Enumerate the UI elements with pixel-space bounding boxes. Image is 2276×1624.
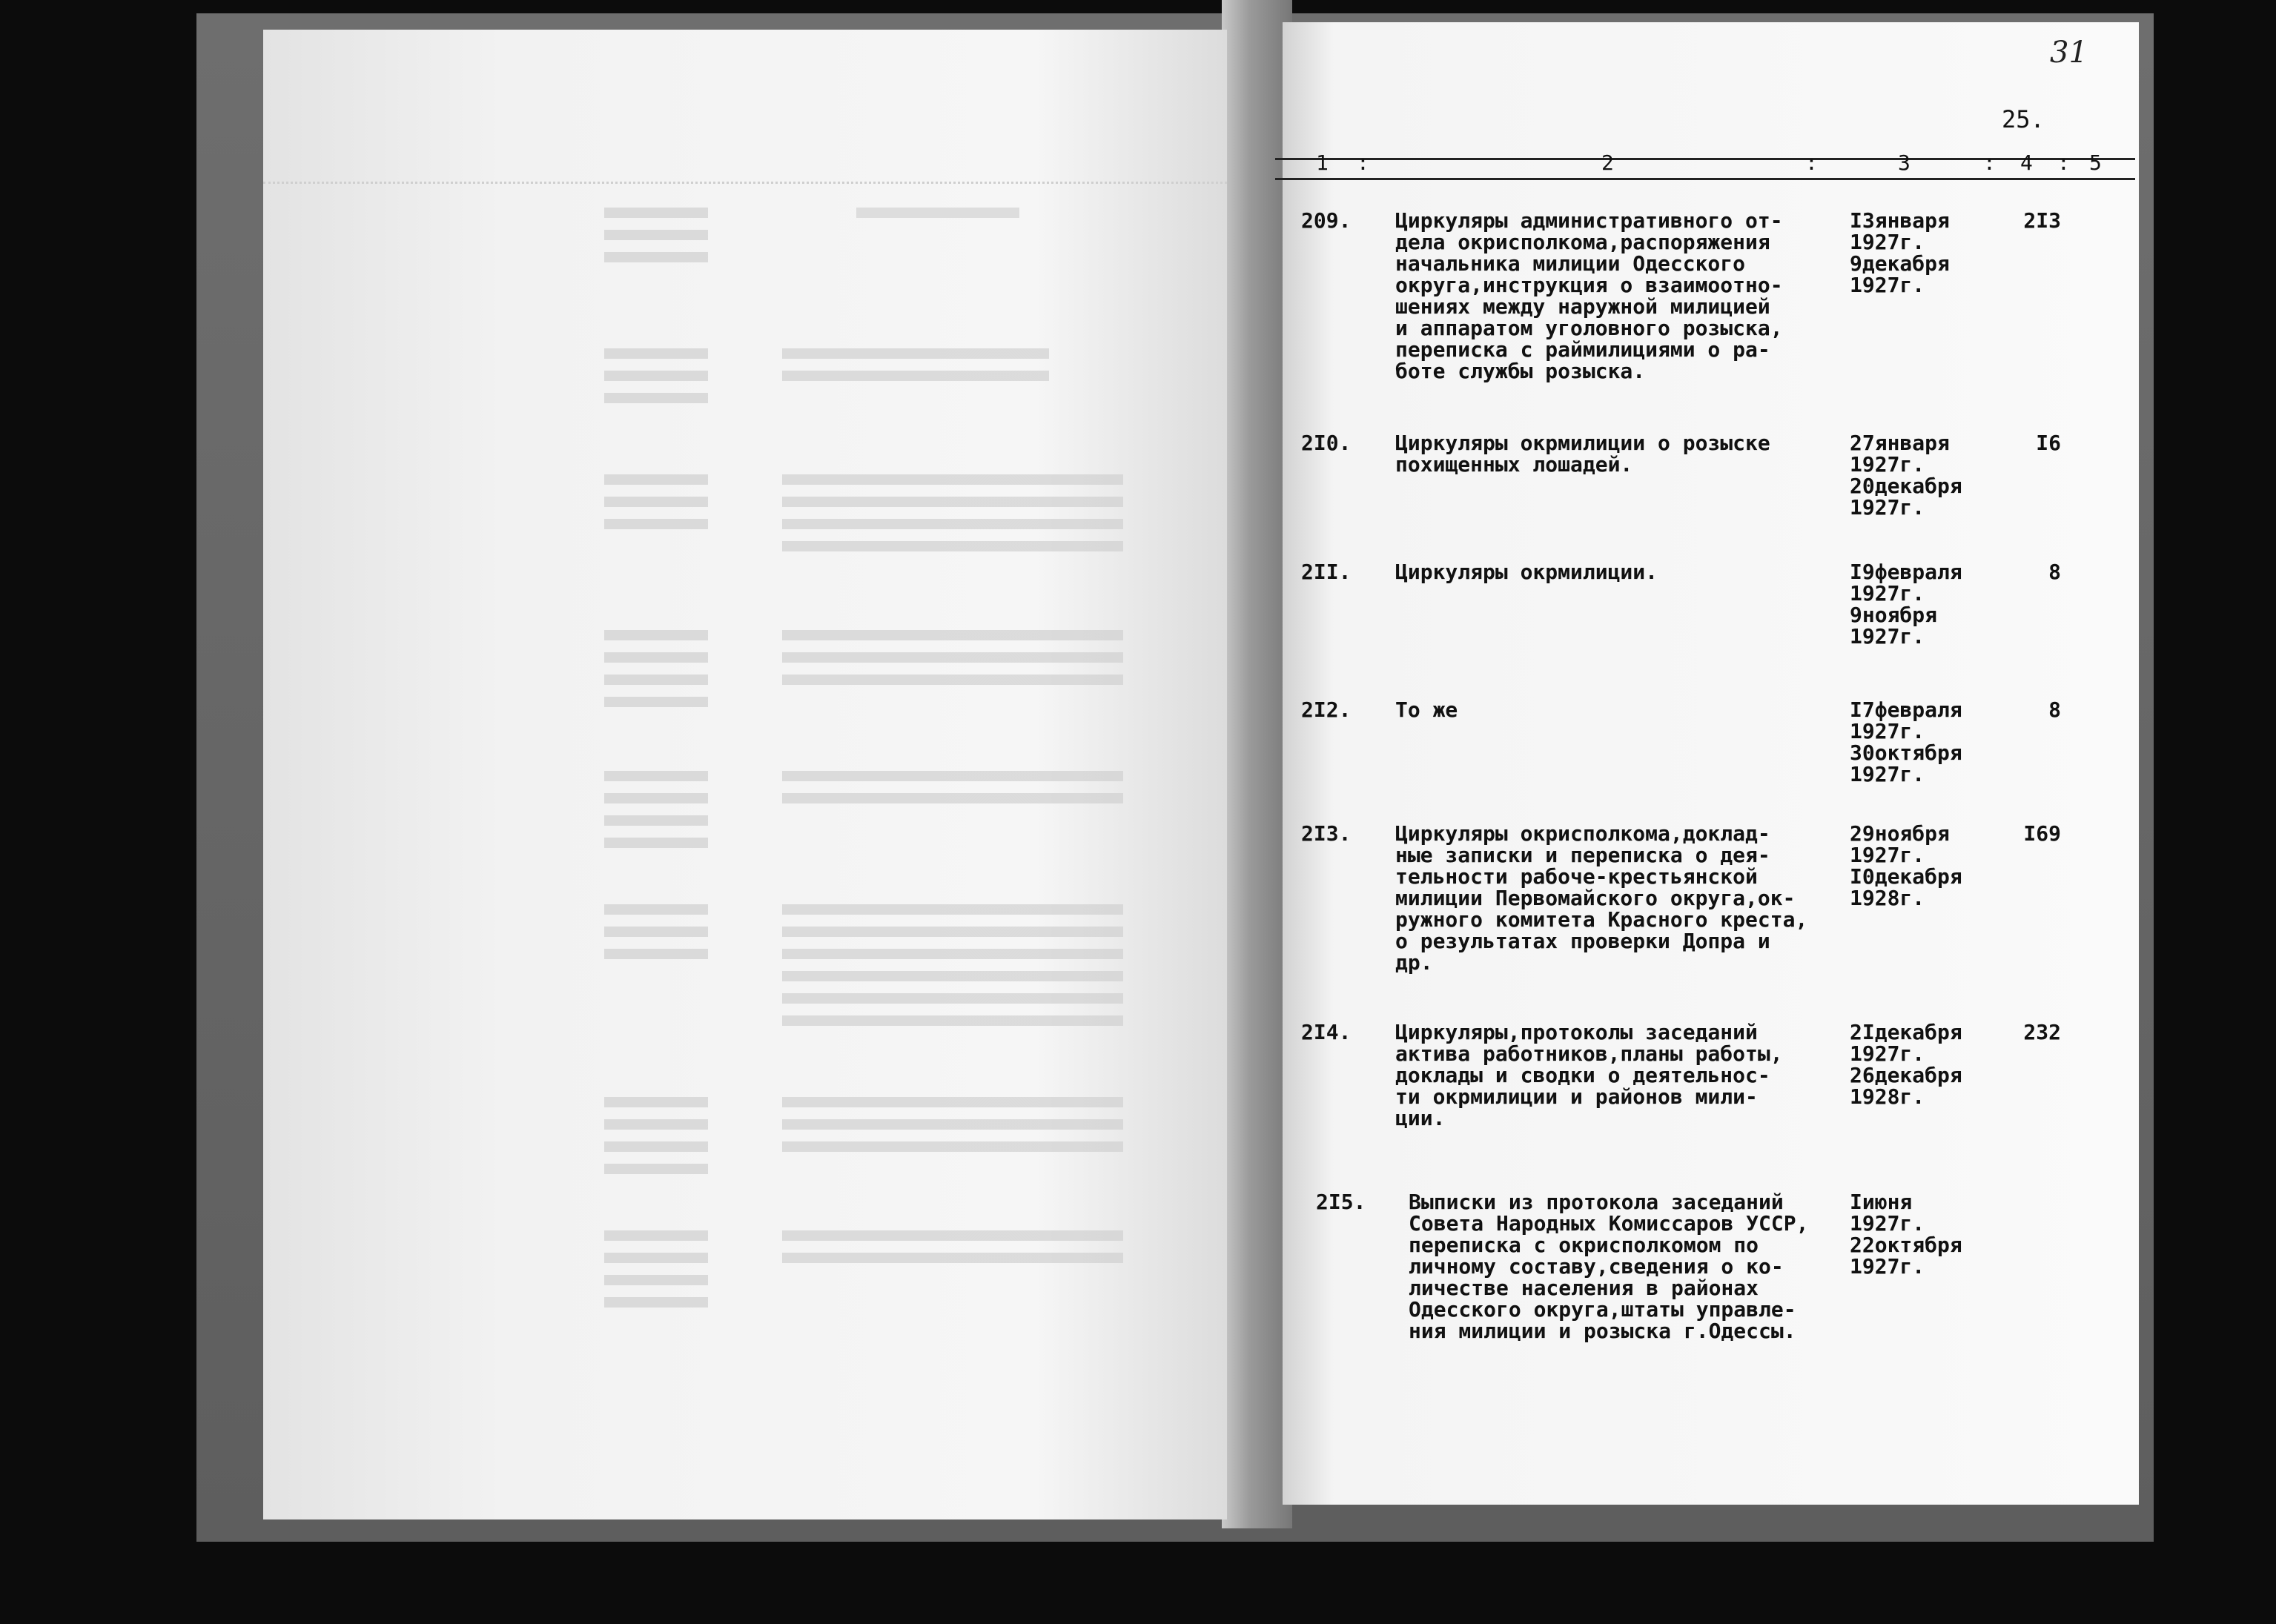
column-header-4: 4: [2020, 150, 2033, 175]
column-separator: :: [1983, 150, 1996, 175]
entry-number: 2I4.: [1301, 1020, 1352, 1044]
entry-number: 2I2.: [1301, 697, 1352, 722]
bleed-through-text: [263, 474, 1227, 623]
entry-sheets: I69: [2023, 821, 2061, 846]
column-header-5: 5: [2089, 150, 2102, 175]
entry-dates: 29ноября 1927г. I0декабря 1928г.: [1850, 821, 1962, 910]
entry-title: Циркуляры окрмилиции.: [1395, 560, 1658, 584]
bleed-through-rule: [263, 182, 1227, 185]
column-separator: :: [1357, 150, 1369, 175]
entry-title: Циркуляры окрисполкома,доклад- ные записки и переписка о дея- тельности рабоче-крестьянской милиции Первомайского округа,ок- ружного комитета Красного креста, о результатах проверки Допра и др.: [1395, 821, 1808, 975]
bleed-through-text: [263, 208, 1227, 356]
bleed-through-text: [263, 1097, 1227, 1245]
archive-sheet-number: 31: [2050, 36, 2088, 70]
entry-sheets: 8: [2048, 560, 2061, 584]
entry-dates: Iиюня 1927г. 22октября 1927г.: [1850, 1190, 1962, 1279]
entry-dates: I9февраля 1927г. 9ноября 1927г.: [1850, 560, 1962, 649]
entry-dates: 27января 1927г. 20декабря 1927г.: [1850, 431, 1962, 520]
page-number: 25.: [2002, 105, 2045, 133]
bleed-through-text: [263, 904, 1227, 1053]
entry-number: 2I3.: [1301, 821, 1352, 846]
bleed-through-text: [263, 630, 1227, 778]
column-header-2: 2: [1601, 150, 1614, 175]
entry-number: 209.: [1301, 208, 1352, 233]
header-rule-bottom: [1275, 178, 2135, 180]
column-separator: :: [1805, 150, 1818, 175]
entry-title: Циркуляры окрмилиции о розыске похищенных лошадей.: [1395, 431, 1770, 477]
entry-title: Циркуляры административного от- дела окрисполкома,распоряжения начальника милиции Одесского округа,инструкция о взаимоотно- шениях между наружной милицией и аппаратом уголовного розыска, переписка с раймилициями о ра- боте службы розыска.: [1395, 208, 1783, 383]
bleed-through-text: [263, 1230, 1227, 1379]
header-rule-top: [1275, 158, 2135, 160]
bleed-through-text: [263, 771, 1227, 919]
entry-title: То же: [1395, 697, 1458, 722]
entry-sheets: 8: [2048, 697, 2061, 722]
column-separator: :: [2057, 150, 2070, 175]
entry-number: 2II.: [1301, 560, 1352, 584]
column-header-1: 1: [1316, 150, 1329, 175]
book-spine: [1222, 0, 1292, 1528]
column-header-3: 3: [1898, 150, 1911, 175]
entry-dates: I3января 1927г. 9декабря 1927г.: [1850, 208, 1950, 297]
entry-sheets: 2I3: [2023, 208, 2061, 233]
entry-sheets: I6: [2036, 431, 2061, 455]
entry-title: Выписки из протокола заседаний Совета Народных Комиссаров УССР, переписка с окрисполкомом по личному составу,сведения о ко- личестве населения в районах Одесского округа,штаты управле- ния милиции и розыска г.Одессы.: [1409, 1190, 1809, 1343]
left-page: [263, 30, 1227, 1519]
entry-sheets: 232: [2023, 1020, 2061, 1044]
entry-dates: I7февраля 1927г. 30октября 1927г.: [1850, 697, 1962, 786]
entry-number: 2I5.: [1316, 1190, 1366, 1214]
entry-dates: 2Iдекабря 1927г. 26декабря 1928г.: [1850, 1020, 1962, 1109]
entry-number: 2I0.: [1301, 431, 1352, 455]
entry-title: Циркуляры,протоколы заседаний актива работников,планы работы, доклады и сводки о деятельнос- ти окрмилиции и районов мили- ции.: [1395, 1020, 1783, 1130]
